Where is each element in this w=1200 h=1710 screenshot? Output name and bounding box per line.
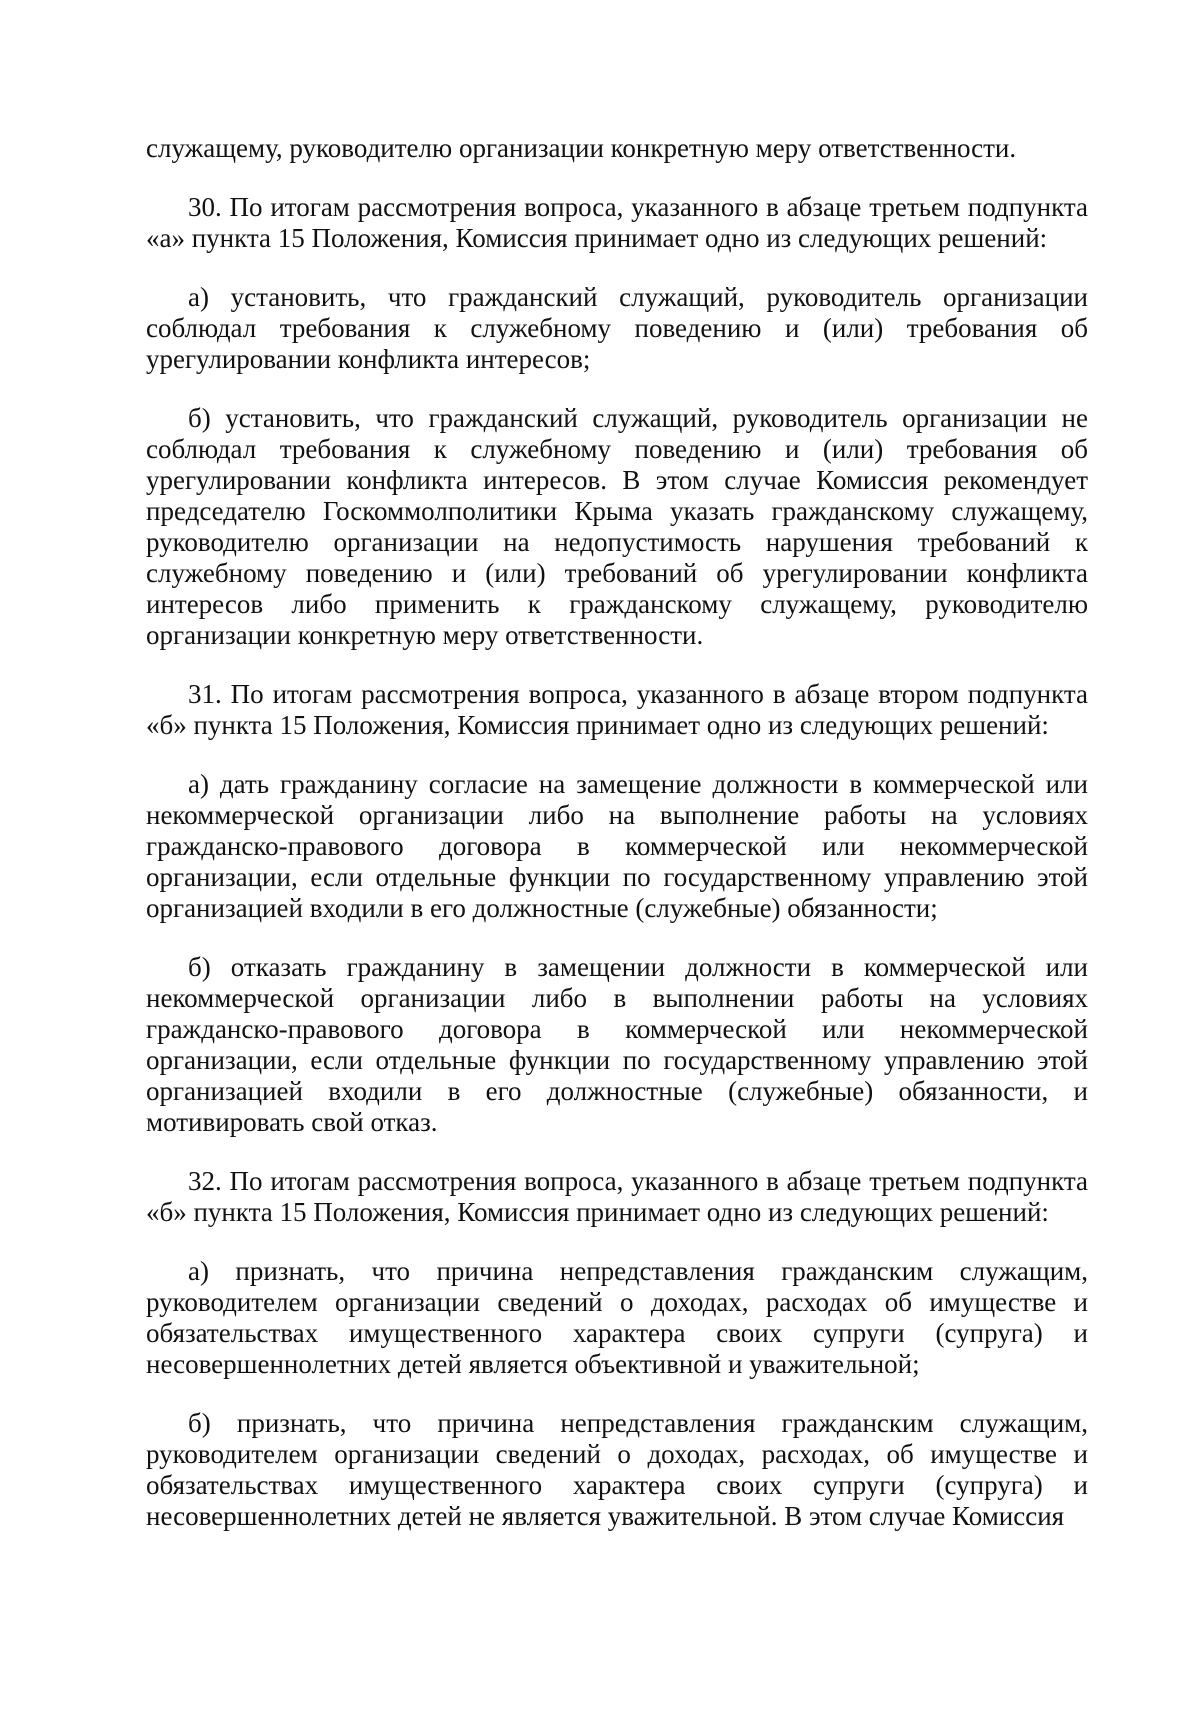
paragraph-item-32-a: а) признать, что причина непредставления гражданским служащим, руководителем организации сведений о доходах, расходах об имуществе и обязательствах имущественного характера своих супруги (супруга) и несовершеннолетних детей является объективной и уважительной; — [146, 1256, 1088, 1379]
paragraph-item-30-b: б) установить, что гражданский служащий, руководитель организации не соблюдал требования к служебному поведению и (или) требования об урегулировании конфликта интересов. В этом случае Комиссия рекомендует председателю Госкоммолполитики Крыма указать гражданскому служащему, руководителю организации на недопустимость нарушения требований к служебному поведению и (или) требований об урегулировании конфликта интересов либо применить к гражданскому служащему, руководителю организации конкретную меру ответственности. — [146, 403, 1088, 650]
paragraph-item-31-a: а) дать гражданину согласие на замещение должности в коммерческой или некоммерческой организации либо на выполнение работы на условиях гражданско-правового договора в коммерческой или некоммерческой организации, если отдельные функции по государственному управлению этой организацией входили в его должностные (служебные) обязанности; — [146, 769, 1088, 923]
document-body — [146, 133, 1088, 1560]
paragraph-item-31: 31. По итогам рассмотрения вопроса, указанного в абзаце втором подпункта «б» пункта 15 Положения, Комиссия принимает одно из следующих решений: — [146, 679, 1088, 740]
paragraph-item-32-b: б) признать, что причина непредставления гражданским служащим, руководителем организации сведений о доходах, расходах, об имуществе и обязательствах имущественного характера своих супруги (супруга) и несовершеннолетних детей не является уважительной. В этом случае Комиссия — [146, 1408, 1088, 1531]
paragraph-continuation: служащему, руководителю организации конкретную меру ответственности. — [146, 133, 1017, 163]
paragraph-item-32: 32. По итогам рассмотрения вопроса, указанного в абзаце третьем подпункта «б» пункта 15 Положения, Комиссия принимает одно из следующих решений: — [146, 1166, 1088, 1227]
paragraph-item-30: 30. По итогам рассмотрения вопроса, указанного в абзаце третьем подпункта «а» пункта 15 Положения, Комиссия принимает одно из следующих решений: — [146, 192, 1088, 253]
paragraph-item-30-a: а) установить, что гражданский служащий, руководитель организации соблюдал требования к служебному поведению и (или) требования об урегулировании конфликта интересов; — [146, 282, 1088, 374]
paragraph-item-31-b: б) отказать гражданину в замещении должности в коммерческой или некоммерческой организации либо в выполнении работы на условиях гражданско-правового договора в коммерческой или некоммерческой организации, если отдельные функции по государственному управлению этой организацией входили в его должностные (служебные) обязанности, и мотивировать свой отказ. — [146, 952, 1088, 1137]
